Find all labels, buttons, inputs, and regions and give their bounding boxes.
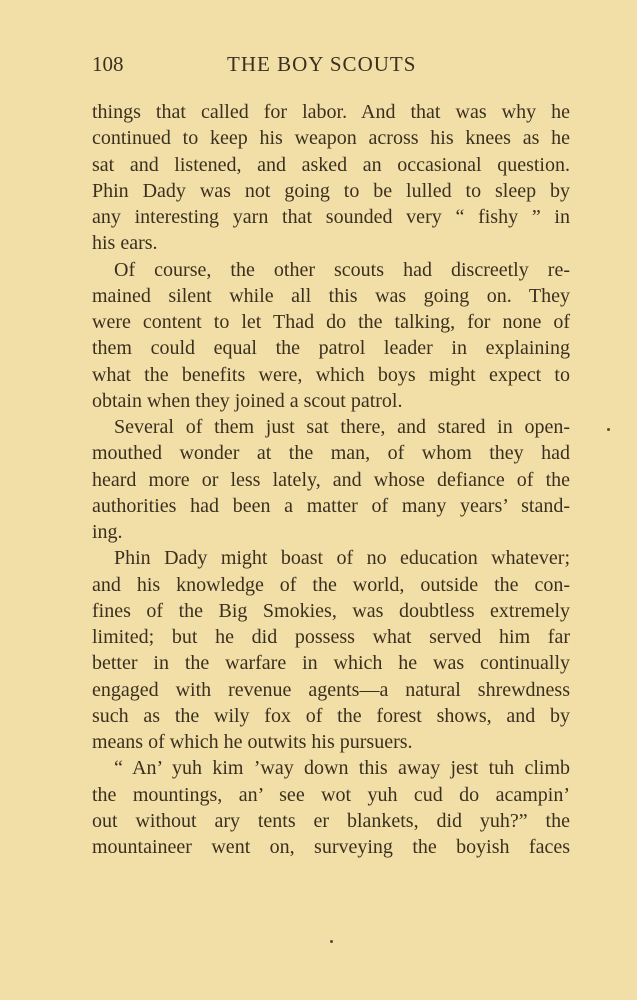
text-line: Phin Dady might boast of no education whatever; (114, 547, 570, 570)
text-line: mouthed wonder at the man, of whom they had (92, 442, 570, 465)
speck-mark (330, 940, 333, 943)
text-line: better in the warfare in which he was continually (92, 652, 570, 675)
text-line: them could equal the patrol leader in explaining (92, 337, 570, 360)
speck-mark (607, 428, 610, 431)
text-line: ing. (92, 521, 123, 543)
text-line: Of course, the other scouts had discreetly re- (114, 258, 570, 281)
text-line: sat and listened, and asked an occasional question. (92, 153, 570, 176)
text-line: out without ary tents er blankets, did yuh?” the (92, 809, 570, 832)
text-line: mountaineer went on, surveying the boyish faces (92, 836, 570, 858)
text-line: such as the wily fox of the forest shows, and by (92, 704, 570, 727)
text-line: limited; but he did possess what served him far (92, 626, 570, 648)
running-title: THE BOY SCOUTS (227, 52, 417, 76)
page-header (92, 52, 570, 82)
text-line: means of which he outwits his pursuers. (92, 731, 413, 753)
text-line: heard more or less lately, and whose defiance of the (92, 468, 570, 491)
text-line: “ An’ yuh kim ’way down this away jest tuh climb (114, 757, 570, 780)
text-line: his ears. (92, 232, 158, 255)
text-line: engaged with revenue agents—a natural shrewdness (92, 678, 570, 701)
page-body-text (92, 99, 570, 860)
text-line: any interesting yarn that sounded very “ fishy ” in (92, 206, 570, 228)
text-line: were content to let Thad do the talking, for none of (92, 311, 570, 333)
text-line: things that called for labor. And that was why he (92, 101, 570, 123)
text-line: Several of them just sat there, and stared in open- (114, 416, 570, 438)
text-line: authorities had been a matter of many years’ stand- (92, 494, 570, 517)
text-line: what the benefits were, which boys might expect to (92, 363, 570, 386)
text-line: and his knowledge of the world, outside the con- (92, 573, 570, 596)
text-line: Phin Dady was not going to be lulled to sleep by (92, 179, 570, 202)
text-line: the mountings, an’ see wot yuh cud do acampin’ (92, 783, 570, 806)
text-line: continued to keep his weapon across his knees as he (92, 127, 570, 150)
text-line: obtain when they joined a scout patrol. (92, 389, 403, 412)
page-number: 108 (92, 52, 124, 76)
text-line: mained silent while all this was going on. They (92, 284, 570, 307)
text-line: fines of the Big Smokies, was doubtless extremely (92, 599, 570, 622)
